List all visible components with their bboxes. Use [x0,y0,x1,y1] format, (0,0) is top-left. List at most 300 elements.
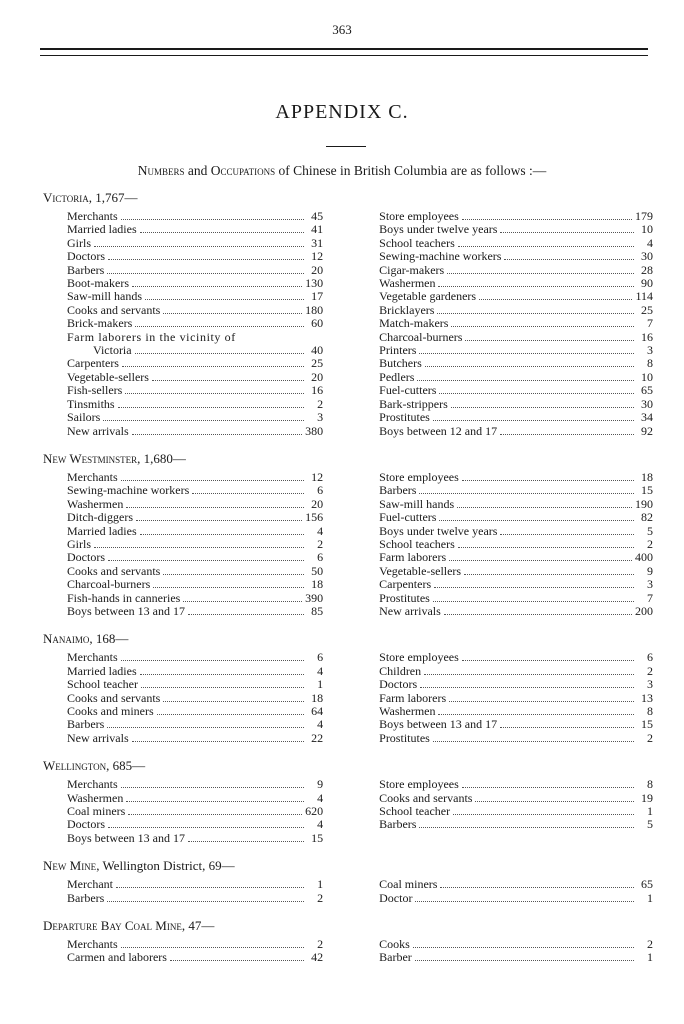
occupation-label: Fish-sellers [67,383,123,398]
occupation-label: Cooks and servants [67,302,161,317]
occupation-count: 179 [635,209,653,223]
header-rule-thick [40,48,648,50]
occupation-count: 85 [311,603,324,618]
table-row [379,344,653,357]
dot-leader [128,814,302,815]
table-row [379,317,653,330]
dot-leader [183,601,302,602]
dot-leader [145,299,304,300]
dot-leader [122,366,304,367]
table-row [67,250,323,263]
dot-leader [500,232,634,233]
table-row [67,525,323,538]
table-row [67,425,323,438]
occupation-count: 7 [647,316,653,331]
section-heading [43,190,653,205]
occupation-label: Tinsmiths [67,396,115,411]
occupation-count: 9 [647,563,653,578]
table-row [67,665,323,678]
table-row [67,264,323,277]
occupation-label: Sewing-machine workers [67,483,190,498]
dot-leader [465,340,634,341]
dot-leader [449,560,632,561]
occupation-label: Girls [67,536,91,551]
section-victoria [43,190,653,438]
occupation-label: Sailors [67,410,101,425]
table-row [67,732,323,745]
occupation-count: 6 [647,650,653,665]
occupation-label: Merchants [67,650,118,665]
occupation-count: 4 [317,717,324,732]
section-total: , 1,767— [88,190,138,205]
occupation-count: 5 [647,523,653,538]
occupation-count: 4 [317,663,324,678]
dot-leader [163,701,304,702]
table-row [379,578,653,591]
occupation-label: Charcoal-burners [67,577,151,592]
table-row [67,692,323,705]
occupation-count: 2 [317,536,324,551]
dot-leader [417,380,634,381]
left-column [67,210,323,438]
dot-leader [118,407,305,408]
occupation-label: Victoria [93,343,132,358]
occupation-label: Carmen and laborers [67,950,167,965]
occupation-count: 28 [641,262,653,277]
dot-leader [140,232,305,233]
occupation-count: 19 [641,790,653,805]
occupation-label: Carpenters [67,356,119,371]
section-total: , Wellington District, 69— [96,858,235,874]
occupation-count: 30 [641,249,653,264]
occupation-count: 15 [641,483,653,498]
table-row [379,938,653,951]
table-row [67,411,323,424]
table-row [379,223,653,236]
occupation-count: 50 [311,563,324,578]
occupation-count: 15 [641,717,653,732]
table-row [67,832,323,845]
occupation-count: 2 [647,730,653,745]
table-row [67,878,323,891]
section-heading [43,758,653,773]
dot-leader [462,480,634,481]
dot-leader [451,326,634,327]
occupation-label: Sewing-machine workers [379,249,502,264]
dot-leader [449,701,634,702]
table-row [67,718,323,731]
occupation-count: 5 [647,817,653,832]
occupation-count: 25 [311,356,324,371]
dot-leader [438,286,634,287]
occupation-label: Charcoal-burners [379,329,463,344]
dot-leader [152,380,304,381]
occupation-label: Prostitutes [379,410,430,425]
occupation-label: Boys under twelve years [379,222,498,237]
occupation-count: 64 [311,704,324,718]
occupation-count: 1 [317,877,324,892]
dot-leader [458,547,634,548]
dot-leader [163,574,304,575]
occupation-count: 22 [311,730,324,745]
dot-leader [462,660,634,661]
dot-leader [121,660,304,661]
occupation-label: Pedlers [379,369,415,384]
section-wellington [43,758,653,845]
occupation-label: Boys under twelve years [379,523,498,538]
occupation-count: 18 [311,577,324,592]
table-row [67,371,323,384]
occupation-count: 1 [317,677,324,692]
table-row [67,951,323,964]
left-column [67,778,323,845]
table-row [67,511,323,524]
occupation-label: Doctors [67,550,105,565]
table-row [67,705,323,718]
occupation-count: 12 [311,249,324,264]
dot-leader [108,259,304,260]
occupation-count: 13 [641,690,653,705]
dot-leader [415,901,634,902]
intro-numbers: Numbers [137,163,185,178]
occupation-label: School teacher [379,804,451,819]
dot-leader [444,614,632,615]
occupation-label: Barbers [67,262,105,277]
left-column [67,471,323,618]
occupation-label: Printers [379,343,417,358]
table-row [67,484,323,497]
occupation-count: 7 [647,590,653,605]
occupation-count: 42 [311,950,324,965]
occupation-count: 1 [647,804,653,819]
dot-leader [116,887,304,888]
occupation-label: Barbers [379,817,417,832]
dot-leader [126,801,304,802]
table-row [379,592,653,605]
table-row [67,498,323,511]
occupation-label: Married ladies [67,663,137,678]
occupation-count: 6 [317,550,324,565]
dot-leader [451,407,634,408]
occupation-count: 20 [311,369,324,384]
occupation-count: 156 [305,510,324,525]
occupation-label: New arrivals [67,730,129,745]
dot-leader [433,601,634,602]
section-name: Wellington [43,758,107,774]
section-total: , 47— [181,918,215,934]
table-row [67,778,323,791]
table-row [67,317,323,330]
occupation-label: Saw-mill hands [67,289,142,304]
dot-leader [107,901,304,902]
occupation-count: 65 [641,383,653,398]
section-total: , 685— [106,758,146,774]
occupation-label: Cooks and servants [67,563,161,578]
occupation-count: 16 [311,383,324,398]
occupation-count: 92 [641,423,653,438]
table-row [379,678,653,691]
dot-leader [132,741,305,742]
dot-leader [464,574,634,575]
intro-occupations: Occupations [210,163,276,178]
right-column [379,210,653,438]
occupation-count: 31 [311,235,324,250]
table-row [379,471,653,484]
right-column [379,651,653,745]
occupation-count: 34 [641,410,653,425]
occupation-label: Children [379,663,422,678]
occupation-label: Fish-hands in canneries [67,590,181,605]
occupation-count: 3 [647,677,653,692]
dot-leader [500,727,634,728]
dot-leader [475,801,634,802]
occupation-count: 10 [641,222,653,237]
occupation-count: 400 [635,550,653,565]
left-column [67,878,323,905]
intro-sentence [0,163,684,179]
occupation-count: 190 [635,496,653,511]
table-row [379,398,653,411]
occupation-label: Boys between 13 and 17 [67,830,185,845]
table-row [67,651,323,664]
occupation-label: Cooks [379,937,410,952]
table-row [379,651,653,664]
table-row [379,565,653,578]
table-row [67,304,323,317]
occupation-count: 380 [305,423,324,438]
occupation-label: Vegetable-sellers [379,563,462,578]
dot-leader [108,560,304,561]
section-name: Nanaimo [43,631,90,647]
occupation-label: School teacher [67,677,138,692]
occupation-count: 4 [317,817,324,832]
occupation-tables [43,190,653,978]
table-row [379,692,653,705]
occupation-count: 18 [641,469,653,484]
table-row [67,578,323,591]
header-rule-thin [40,55,648,56]
table-row [67,384,323,397]
section-nanaimo [43,631,653,745]
section-heading [43,918,653,933]
section-heading [43,631,653,646]
occupation-label: Cooks and miners [67,704,154,718]
dot-leader [126,507,304,508]
occupation-count: 3 [647,343,653,358]
table-row [379,304,653,317]
occupation-count: 2 [647,937,653,952]
table-row [67,678,323,691]
occupation-count: 10 [641,369,653,384]
table-row [67,818,323,831]
table-row [379,792,653,805]
occupation-label: Farm laborers [379,690,447,705]
occupation-label: Merchant [67,877,113,892]
right-column [379,778,653,845]
occupation-count: 20 [311,496,324,511]
dot-leader [188,841,304,842]
occupation-label: Carpenters [379,577,432,592]
table-row [67,805,323,818]
dot-leader [103,420,304,421]
dot-leader [479,299,632,300]
occupation-label: New arrivals [379,603,441,618]
dot-leader [132,286,302,287]
table-row [379,538,653,551]
occupation-label: Saw-mill hands [379,496,455,511]
dot-leader [136,520,302,521]
occupation-count: 3 [647,577,653,592]
section-departure-bay-coal-mine [43,918,653,965]
table-row [67,605,323,618]
occupation-label: Coal miners [67,804,126,819]
occupation-label: Vegetable gardeners [379,289,477,304]
dot-leader [153,587,304,588]
occupation-label: Coal miners [379,877,438,892]
occupation-label: Merchants [67,469,118,484]
dot-leader [457,507,632,508]
table-row [67,398,323,411]
occupation-label: Store employees [379,650,459,665]
occupation-label: Cooks and servants [379,790,473,805]
occupation-count: 25 [641,302,653,317]
occupation-label: Fuel-cutters [379,510,437,525]
occupation-label: Match-makers [379,316,449,331]
occupation-label: Boys between 13 and 17 [379,717,498,732]
occupation-label: Farm laborers in the vicinity of [67,329,236,344]
occupation-label: Vegetable-sellers [67,369,149,384]
title-divider [326,146,366,147]
section-total: , 1,680— [137,450,186,466]
dot-leader [433,420,634,421]
dot-leader [420,687,634,688]
occupation-count: 1 [647,890,653,905]
occupation-count: 2 [317,937,324,952]
occupation-label: Prostitutes [379,590,430,605]
table-row [67,290,323,303]
occupation-label: School teachers [379,235,455,250]
dot-leader [192,493,304,494]
occupation-count: 20 [311,262,324,277]
occupation-count: 82 [641,510,653,525]
occupation-label: Merchants [67,777,118,792]
dot-leader [140,674,305,675]
dot-leader [121,480,304,481]
dot-leader [135,326,304,327]
occupation-count: 390 [305,590,324,605]
occupation-label: Prostitutes [379,730,430,745]
table-row [67,344,323,357]
occupation-label: Washermen [379,704,436,718]
occupation-count: 90 [641,276,653,291]
occupation-count: 2 [317,396,324,411]
section-name: New Westminster [43,450,138,466]
occupation-label: Bark-strippers [379,396,448,411]
table-row [379,951,653,964]
dot-leader [504,259,634,260]
occupation-count: 4 [647,235,653,250]
occupation-count: 40 [311,343,324,358]
table-row [379,331,653,344]
section-name: New Mine [43,858,97,874]
occupation-label: Married ladies [67,222,137,237]
occupation-count: 4 [317,523,324,538]
table-row [67,892,323,905]
dot-leader [453,814,634,815]
occupation-count: 8 [647,356,653,371]
table-row [379,210,653,223]
occupation-label: Butchers [379,356,422,371]
occupation-label: Washermen [379,276,436,291]
occupation-count: 2 [317,890,324,905]
dot-leader [163,313,302,314]
occupation-count: 18 [311,690,324,705]
left-column [67,938,323,965]
dot-leader [170,960,304,961]
occupation-label: Washermen [67,496,124,511]
section-total: , 168— [89,631,129,647]
table-row [379,818,653,831]
occupation-count: 6 [317,483,324,498]
occupation-label: Barbers [379,483,417,498]
occupation-label: Boys between 12 and 17 [379,423,498,438]
occupation-count: 41 [311,222,324,237]
occupation-count: 65 [641,877,653,892]
intro-rest: of Chinese in British Columbia are as follows :— [278,163,547,178]
dot-leader [121,787,304,788]
table-row [379,357,653,370]
dot-leader [157,714,304,715]
dot-leader [132,434,303,435]
table-row [379,878,653,891]
dot-leader [107,273,304,274]
occupation-count: 2 [647,663,653,678]
occupation-label: Store employees [379,469,459,484]
table-row [379,484,653,497]
table-row [379,511,653,524]
table-row [67,237,323,250]
dot-leader [94,547,304,548]
table-row [379,892,653,905]
occupation-count: 200 [635,603,653,618]
occupation-count: 9 [317,777,324,792]
occupation-label: Washermen [67,790,124,805]
occupation-label: Brick-makers [67,316,133,331]
dot-leader [440,887,634,888]
dot-leader [415,960,634,961]
section-name: Departure Bay Coal Mine [43,918,182,934]
right-column [379,471,653,618]
occupation-count: 180 [305,302,324,317]
dot-leader [434,587,634,588]
table-row [379,605,653,618]
occupation-label: Doctor [379,890,413,905]
table-row [379,425,653,438]
table-row [379,665,653,678]
occupation-label: Bricklayers [379,302,435,317]
table-row [379,778,653,791]
dot-leader [121,219,304,220]
occupation-count: 15 [311,830,324,845]
dot-leader [141,687,304,688]
dot-leader [458,246,634,247]
occupation-count: 60 [311,316,324,331]
table-row [67,592,323,605]
appendix-title: APPENDIX C. [275,101,409,123]
occupation-count: 3 [317,410,324,425]
occupation-label: Doctors [379,677,418,692]
table-row [67,565,323,578]
